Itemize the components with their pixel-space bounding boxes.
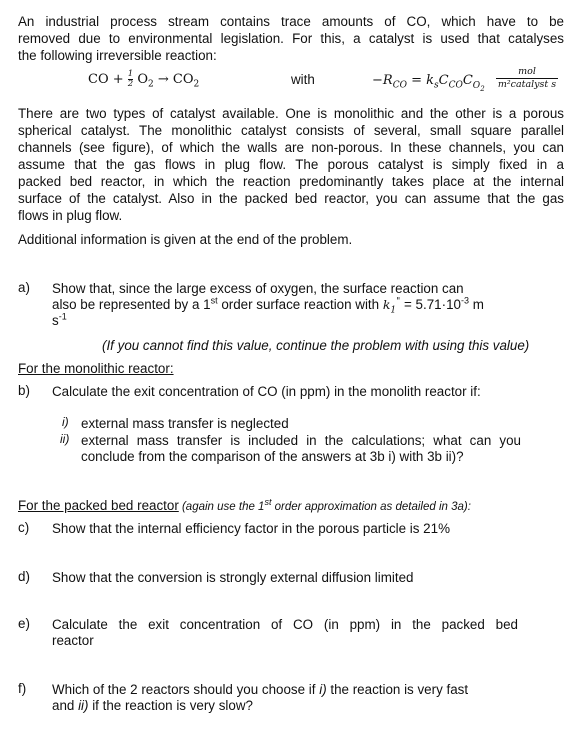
question-e-line-2: reactor <box>52 633 94 648</box>
intro-line-3: the following irreversible reaction: <box>18 48 217 63</box>
question-b-i-text: external mass transfer is neglected <box>81 416 289 431</box>
question-a-line-3: $s^{-1}$ <box>52 311 67 328</box>
description-line-4: assume that the gas flows in plug flow. The porous catalyst is simply fixed in a <box>18 157 564 172</box>
question-b-i-label: i) <box>62 415 69 429</box>
question-f-line-2: and ii) if the reaction is very slow? <box>52 698 253 713</box>
rate-expression: $-R_{CO} = k_sC_{CO}C_{O_2}$ <box>372 73 485 93</box>
description-line-1: There are two types of catalyst available. One is monolithic and the other is a porous <box>18 106 564 121</box>
question-d-text: Show that the conversion is strongly external diffusion limited <box>52 570 414 585</box>
question-b-ii-line-1: external mass transfer is included in the calculations; what can you <box>81 433 521 448</box>
question-b-text: Calculate the exit concentration of CO (in ppm) in the monolith reactor if: <box>52 384 481 399</box>
reaction-equation: CO + $\frac{1}{2}$ $O_2 \to CO_2$ <box>88 69 200 90</box>
description-line-6: surface of the catalyst. Also in the packed bed reactor, you can assume that the gas <box>18 191 564 206</box>
packed-bed-heading: For the packed bed reactor (again use the 1st order approximation as detailed in 3a): <box>18 497 471 513</box>
description-line-3: channels (see figure), of which the walls are non-porous. In these channels, you can <box>18 140 564 155</box>
additional-info: Additional information is given at the end of the problem. <box>18 232 353 247</box>
question-a-note: (If you cannot find this value, continue the problem with using this value) <box>102 338 530 353</box>
question-c-text: Show that the internal efficiency factor in the porous particle is 21% <box>52 521 450 536</box>
rate-unit-numerator: mol <box>518 66 536 77</box>
question-f-line-1: Which of the 2 reactors should you choose if i) the reaction is very fast <box>52 682 469 697</box>
question-a-label: a) <box>18 280 30 295</box>
question-e-label: e) <box>18 616 30 631</box>
intro-line-1: An industrial process stream contains trace amounts of CO, which have to be <box>18 14 564 29</box>
question-c-label: c) <box>18 520 30 535</box>
rate-units <box>496 66 558 91</box>
question-b-label: b) <box>18 383 30 398</box>
with-word: with <box>291 72 315 87</box>
description-line-7: flows in plug flow. <box>18 208 123 223</box>
question-a-line-1: Show that, since the large excess of oxygen, the surface reaction can <box>52 281 464 296</box>
intro-line-2: removed due to environmental legislation. For this, a catalyst is used that catalyses <box>18 31 564 46</box>
question-f-label: f) <box>18 681 27 696</box>
monolith-heading: For the monolithic reactor: <box>18 361 174 376</box>
description-line-2: spherical catalyst. The monolithic catalyst consists of several, small square parallel <box>18 123 564 138</box>
question-a-line-2: also be represented by a 1st order surface reaction with $k_1^" = 5.71\cdot 10^{-3}$ m <box>52 295 484 316</box>
rate-unit-denominator: m²catalyst s <box>497 79 557 90</box>
question-d-label: d) <box>18 569 30 584</box>
half-fraction: $\frac{1}{2}$ <box>127 69 134 89</box>
question-b-ii-line-2: conclude from the comparison of the answers at 3b i) with 3b ii)? <box>81 449 464 464</box>
question-e-line-1: Calculate the exit concentration of CO (in ppm) in the packed bed <box>52 617 518 632</box>
question-b-ii-label: ii) <box>60 432 70 446</box>
description-line-5: packed bed reactor, in which the reaction predominantly takes place at the internal <box>18 174 564 189</box>
